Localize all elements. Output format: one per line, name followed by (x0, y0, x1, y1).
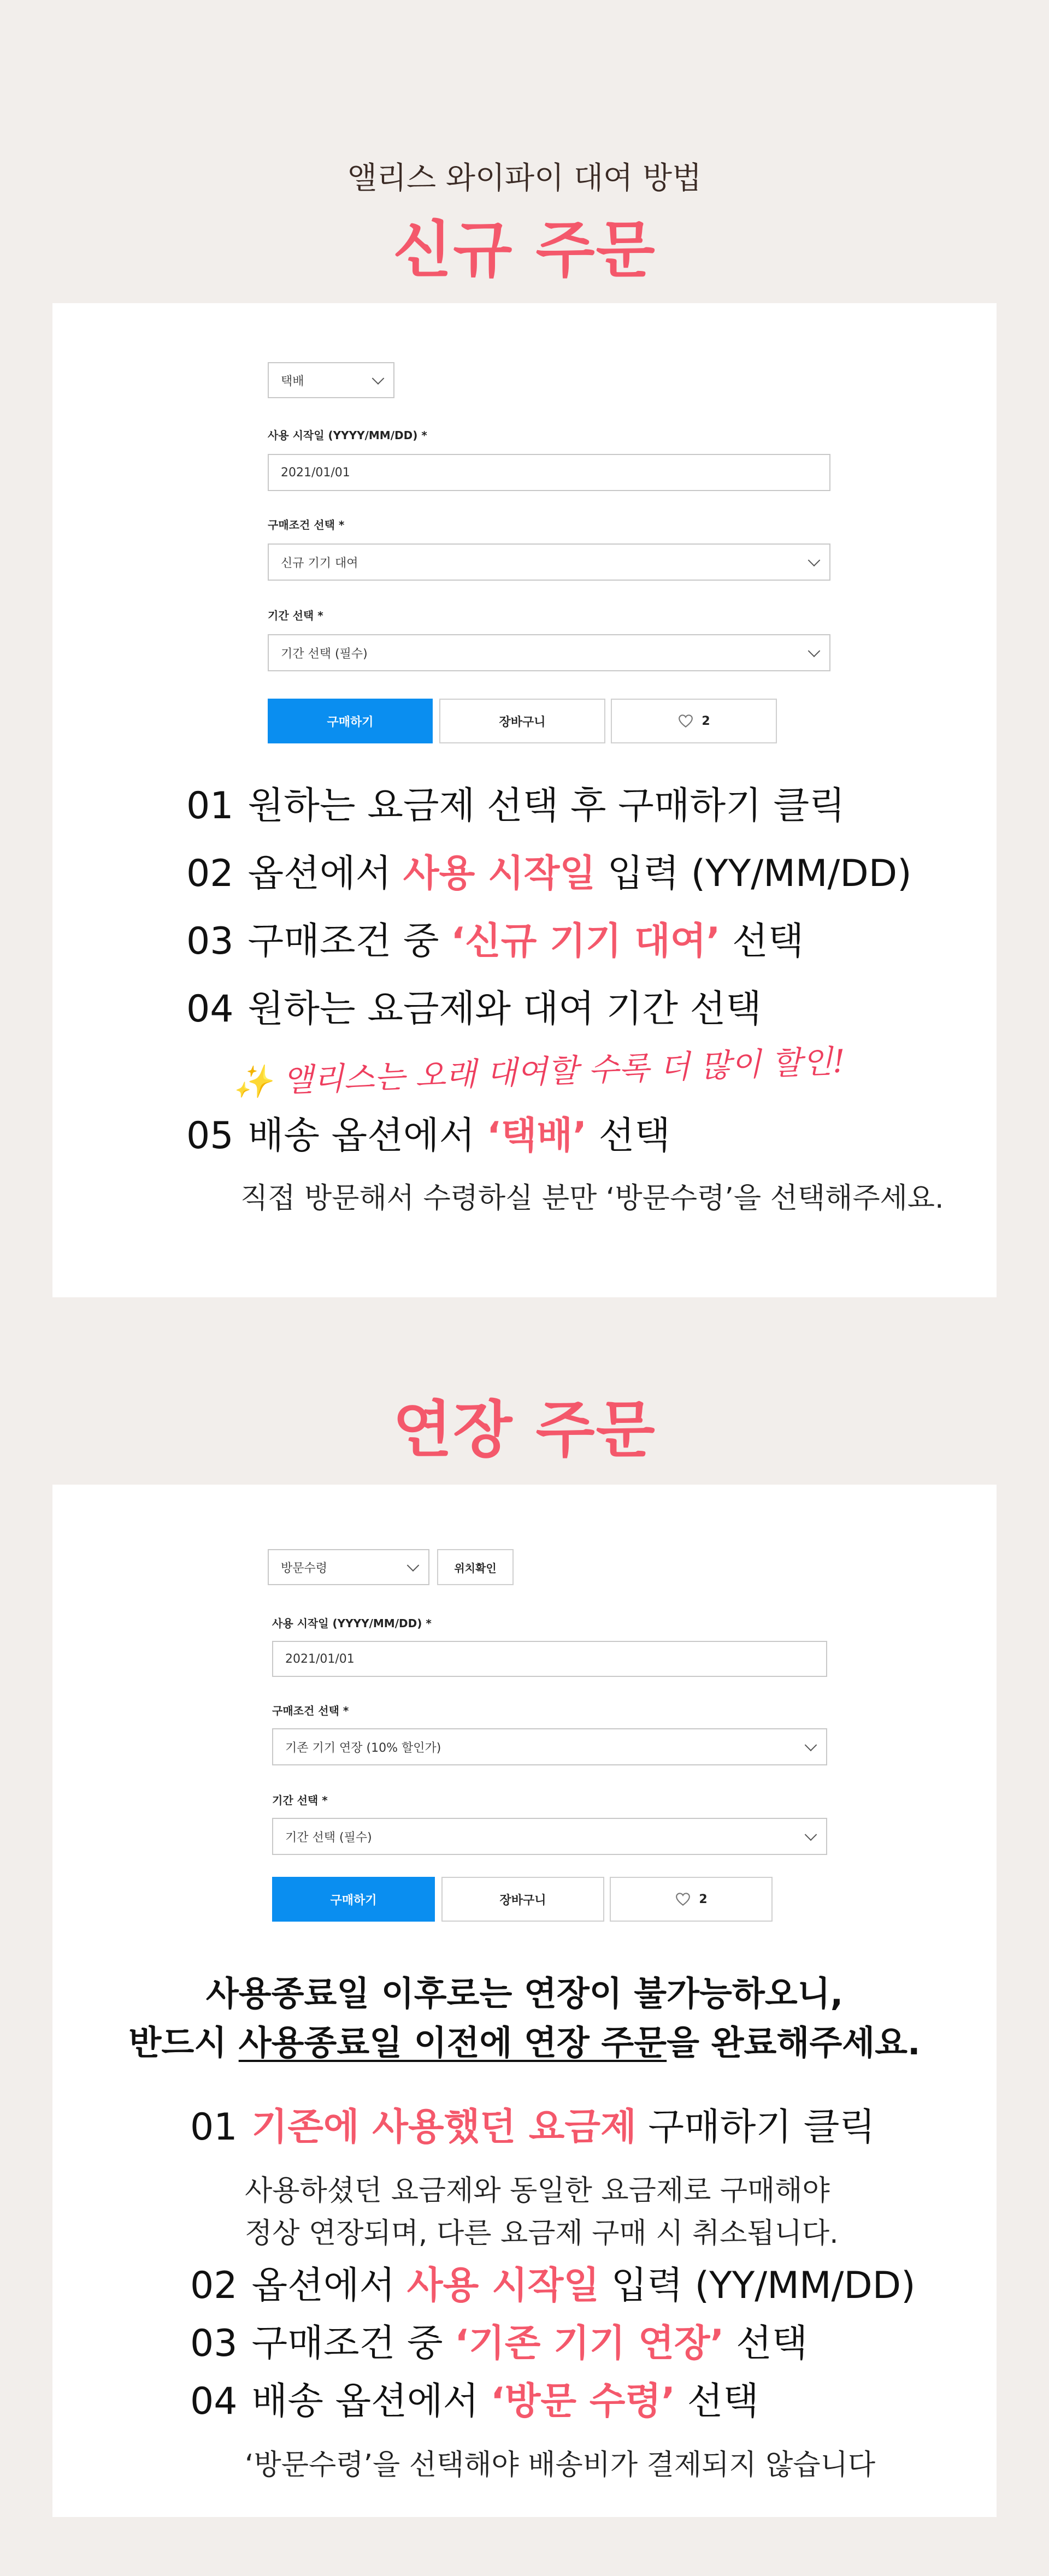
purchase-condition-label: 구매조건 선택 * (272, 1704, 349, 1717)
period-select[interactable] (268, 634, 830, 671)
chevron-down-icon (808, 554, 821, 566)
step-02: 02 옵션에서 사용 시작일 입력 (YY/MM/DD) (186, 852, 912, 895)
ext-step-03: 03 구매조건 중 ‘기존 기기 연장’ 선택 (190, 2322, 808, 2365)
chevron-down-icon (808, 645, 821, 657)
period-value: 기간 선택 (필수) (281, 647, 368, 661)
ext-step-01-note-line-2: 정상 연장되며, 다른 요금제 구매 시 취소됩니다. (245, 2217, 839, 2250)
wishlist-count: 2 (702, 714, 710, 728)
start-date-input[interactable] (272, 1641, 827, 1677)
start-date-value: 2021/01/01 (285, 1652, 355, 1666)
page-subtitle: 앨리스 와이파이 대여 방법 (347, 161, 702, 196)
start-date-label: 사용 시작일 (YYYY/MM/DD) * (268, 429, 427, 442)
period-label: 기간 선택 * (268, 609, 323, 622)
chevron-down-icon (407, 1559, 420, 1571)
chevron-down-icon (805, 1739, 817, 1751)
new-order-title: 신규 주문 (393, 215, 656, 286)
buy-button[interactable]: 구매하기 (272, 1877, 435, 1922)
period-label: 기간 선택 * (272, 1794, 328, 1807)
period-value: 기간 선택 (필수) (285, 1830, 372, 1845)
extension-warning-line-2: 반드시 사용종료일 이전에 연장 주문을 완료해주세요. (128, 2023, 921, 2063)
ext-step-02: 02 옵션에서 사용 시작일 입력 (YY/MM/DD) (190, 2264, 916, 2307)
start-date-label: 사용 시작일 (YYYY/MM/DD) * (272, 1617, 432, 1630)
step-01: 01 원하는 요금제 선택 후 구매하기 클릭 (186, 784, 845, 828)
buy-button[interactable]: 구매하기 (268, 699, 433, 743)
start-date-input[interactable] (268, 454, 830, 491)
delivery-select-value: 택배 (281, 374, 304, 388)
extension-order-title: 연장 주문 (393, 1395, 656, 1466)
heart-icon (675, 1892, 691, 1906)
delivery-select-value: 방문수령 (281, 1561, 328, 1575)
period-select[interactable] (272, 1818, 827, 1855)
chevron-down-icon (372, 372, 385, 385)
wishlist-button[interactable] (611, 699, 777, 743)
location-check-button[interactable]: 위치확인 (437, 1549, 514, 1585)
ext-step-04: 04 배송 옵션에서 ‘방문 수령’ 선택 (190, 2380, 759, 2423)
purchase-condition-value: 기존 기기 연장 (10% 할인가) (285, 1741, 441, 1755)
step-03: 03 구매조건 중 ‘신규 기기 대여’ 선택 (186, 920, 804, 963)
purchase-condition-select[interactable] (272, 1728, 827, 1765)
start-date-value: 2021/01/01 (281, 465, 350, 480)
ext-step-04-note: ‘방문수령’을 선택해야 배송비가 결제되지 않습니다 (245, 2449, 876, 2482)
ext-step-01-note-line-1: 사용하셨던 요금제와 동일한 요금제로 구매해야 (245, 2175, 830, 2207)
purchase-condition-label: 구매조건 선택 * (268, 518, 345, 531)
purchase-condition-select[interactable] (268, 543, 830, 581)
wishlist-button[interactable] (610, 1877, 773, 1922)
delivery-select[interactable] (268, 362, 394, 398)
handwritten-discount-note: ✨ 앨리스는 오래 대여할 수록 더 많이 할인! (232, 1042, 846, 1101)
cart-button[interactable]: 장바구니 (441, 1877, 604, 1922)
delivery-note: 직접 방문해서 수령하실 분만 ‘방문수령’을 선택해주세요. (240, 1182, 944, 1215)
purchase-condition-value: 신규 기기 대여 (281, 556, 358, 570)
delivery-select[interactable] (268, 1549, 429, 1585)
ext-step-01: 01 기존에 사용했던 요금제 구매하기 클릭 (190, 2106, 876, 2149)
heart-icon (677, 714, 694, 728)
step-04: 04 원하는 요금제와 대여 기간 선택 (186, 988, 762, 1031)
wishlist-count: 2 (699, 1892, 708, 1906)
chevron-down-icon (805, 1828, 817, 1841)
cart-button[interactable]: 장바구니 (439, 699, 605, 743)
new-order-panel (52, 303, 997, 1297)
extension-warning-line-1: 사용종료일 이후로는 연장이 불가능하오니, (205, 1974, 844, 2013)
step-05: 05 배송 옵션에서 ‘택배’ 선택 (186, 1114, 670, 1157)
